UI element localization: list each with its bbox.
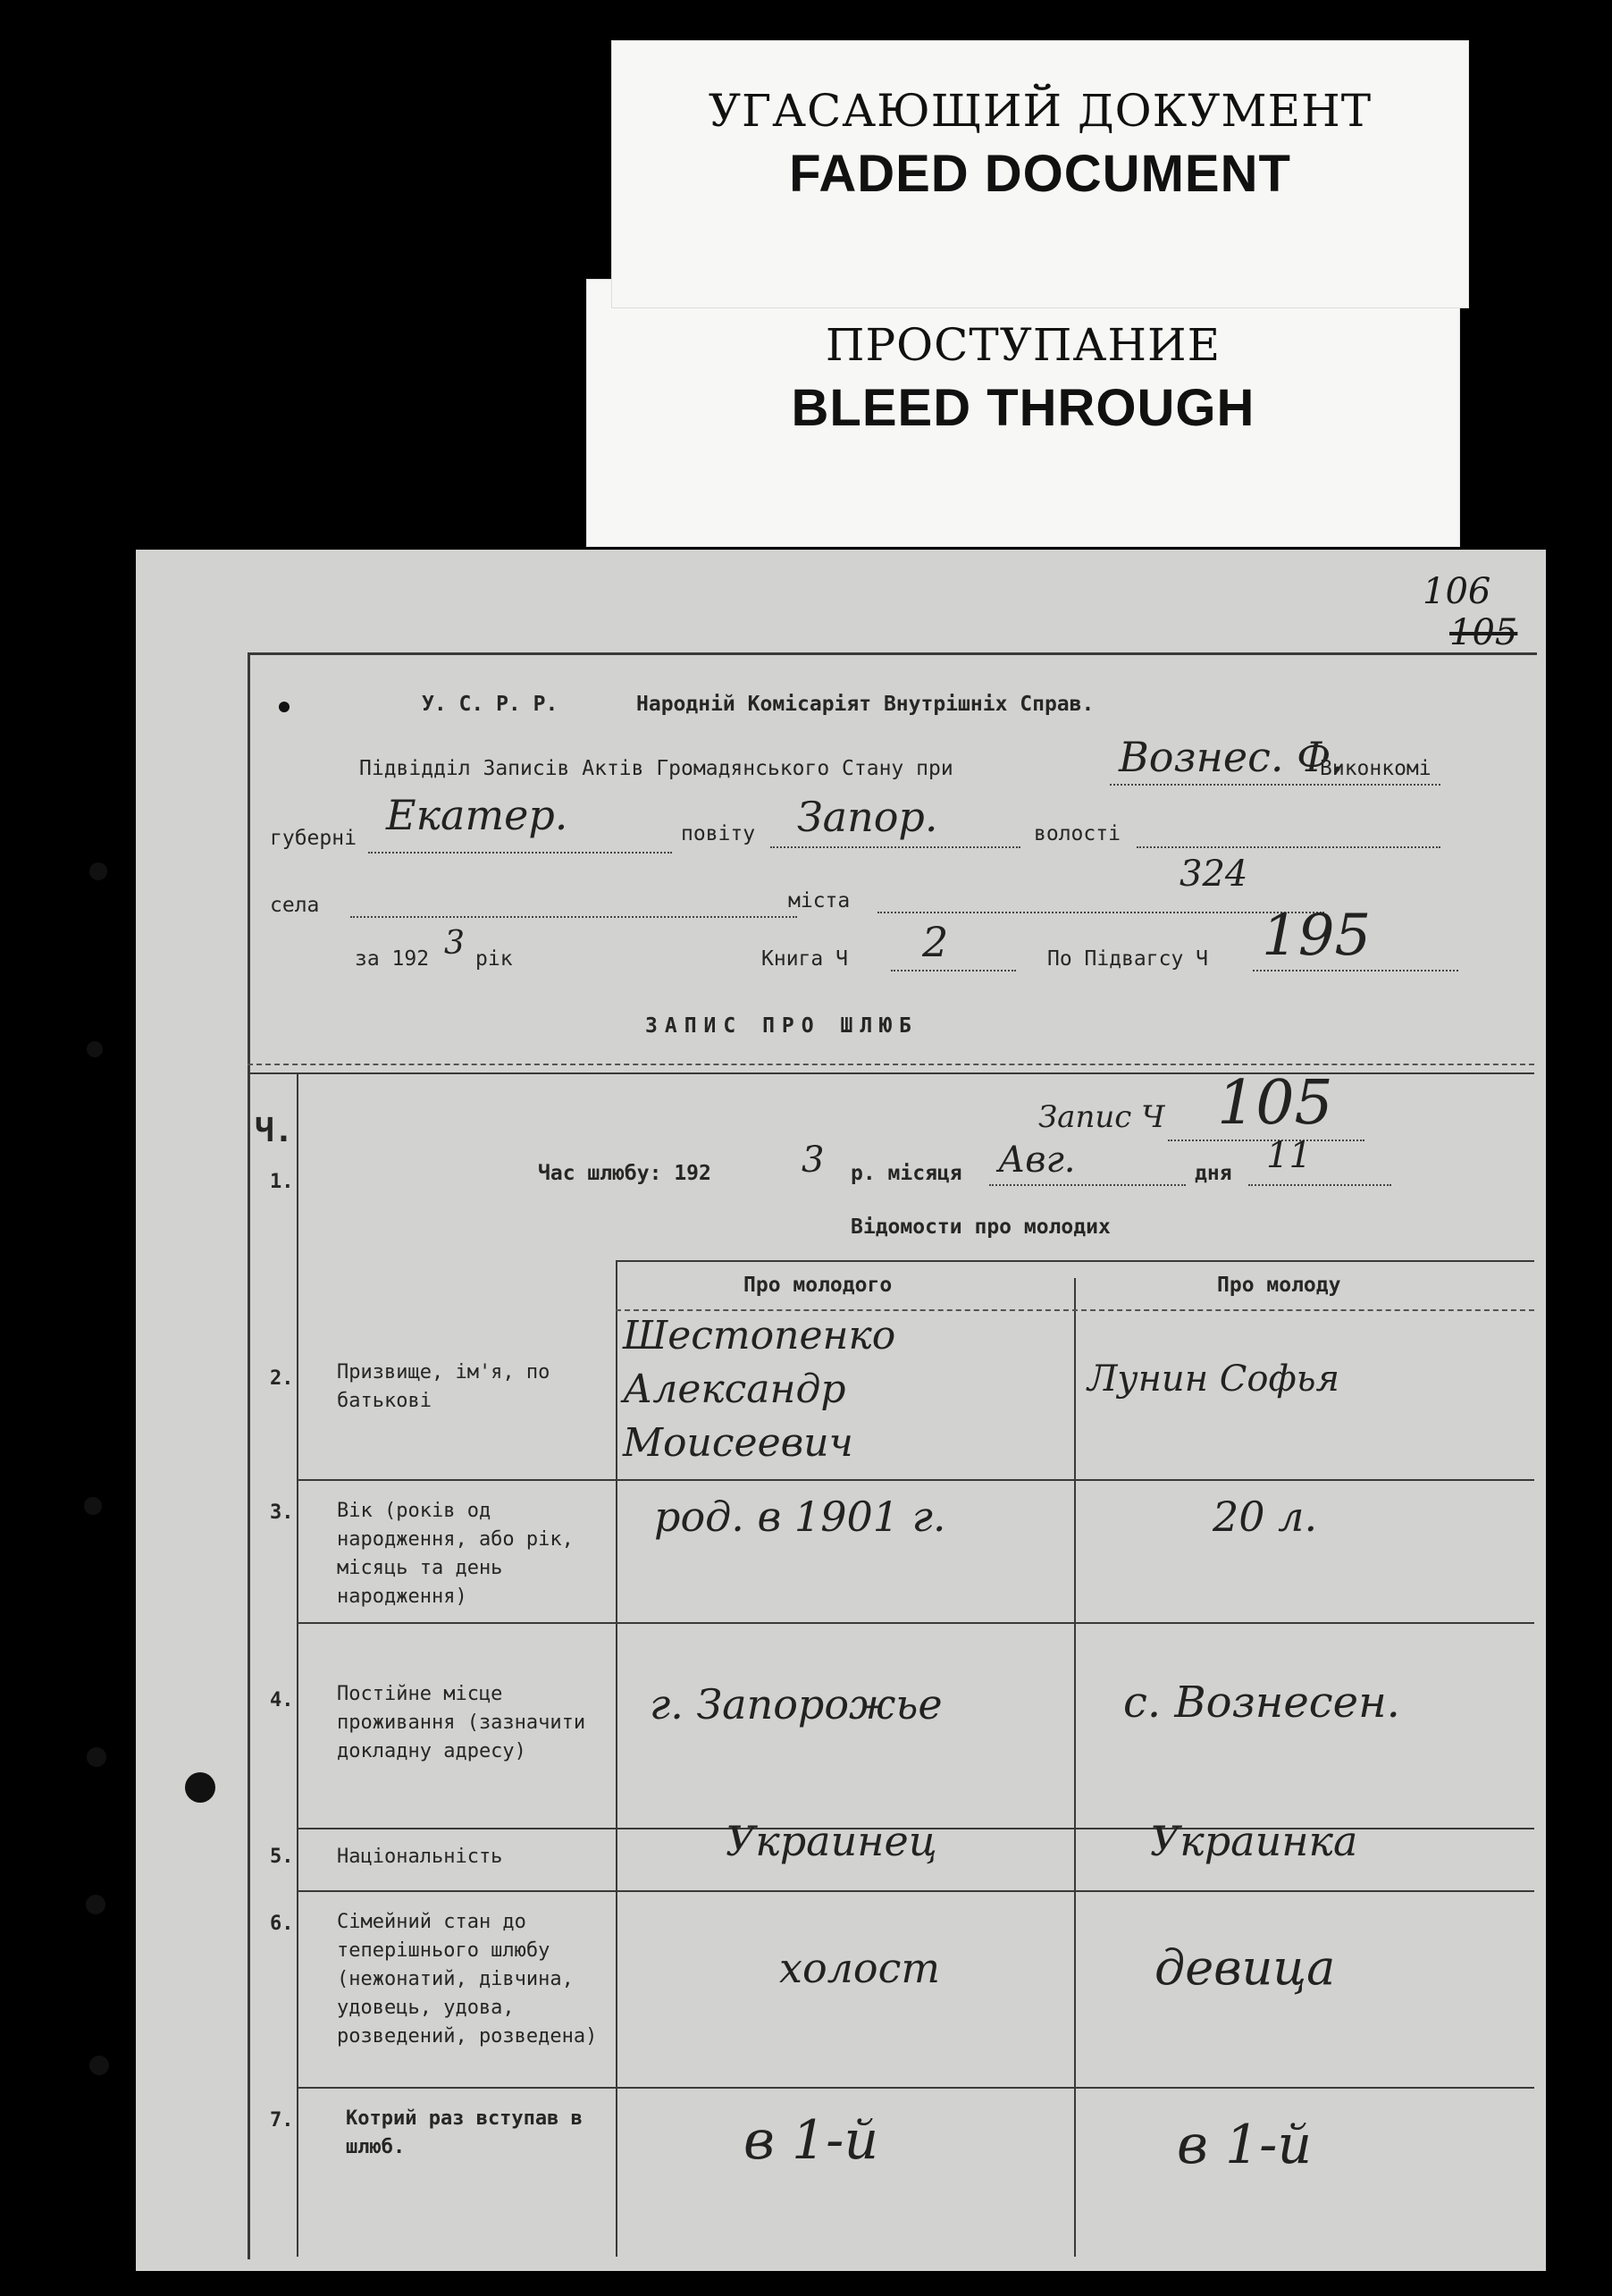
handwritten-marriage-year: 3 — [802, 1140, 825, 1181]
handwritten-groom-age: род. в 1901 г. — [654, 1493, 946, 1541]
handwritten-pry: Вознес. Ф. — [1119, 733, 1344, 781]
handwritten-groom-name: Шестопенко Александр Моисеевич — [623, 1313, 896, 1466]
bleed-through-en: BLEED THROUGH — [791, 379, 1255, 437]
gubernia-label: губерні — [270, 827, 357, 850]
year-suffix: рік — [475, 947, 513, 971]
handwritten-bride-status: девица — [1154, 1939, 1336, 1996]
subentry-label: По Підвагсу Ч — [1047, 947, 1209, 971]
handwritten-marriage-month: Авг. — [998, 1140, 1076, 1181]
info-header: Відомости про молодих — [851, 1215, 1111, 1239]
groom-column-header: Про молодого — [743, 1274, 893, 1297]
handwritten-groom-times: в 1-й — [743, 2109, 879, 2172]
handwritten-top-number: 324 — [1180, 854, 1248, 895]
state-label: У. С. Р. Р. — [422, 693, 558, 716]
handwritten-marriage-day: 11 — [1266, 1135, 1312, 1176]
handwritten-groom-residence: г. Запорожье — [650, 1680, 943, 1728]
faded-document-card — [611, 40, 1469, 308]
handwritten-groom-status: холост — [779, 1944, 941, 1992]
row-label-name: Призвище, ім'я, по батькові — [337, 1361, 550, 1412]
punch-hole — [185, 1772, 215, 1803]
row-label-nationality: Національність — [337, 1846, 503, 1868]
archive-number-struck: 105 — [1449, 612, 1518, 653]
bleed-through-ru: ПРОСТУПАНИЕ — [825, 319, 1222, 371]
handwritten-bride-age: 20 л. — [1213, 1493, 1318, 1541]
marriage-record-paper — [136, 550, 1546, 2271]
handwritten-groom-nationality: Украинец — [726, 1817, 937, 1865]
handwritten-subentry-no: 195 — [1262, 903, 1372, 969]
punch-hole — [87, 1747, 106, 1767]
book-label: Книга Ч — [761, 947, 848, 971]
archive-number: 106 — [1423, 571, 1491, 612]
bullet-mark — [279, 702, 290, 712]
entry-label: Запис Ч — [1038, 1099, 1165, 1135]
bleed-through-card — [586, 279, 1460, 547]
row-number: 1. — [270, 1171, 294, 1193]
marriage-month-label: р. місяця — [851, 1162, 962, 1185]
punch-hole — [87, 1041, 103, 1057]
row-number: 2. — [270, 1367, 294, 1390]
punch-hole — [89, 862, 107, 880]
marriage-day-label: дня — [1195, 1162, 1232, 1185]
handwritten-bride-nationality: Украинка — [1150, 1817, 1358, 1865]
row-number: 6. — [270, 1913, 294, 1935]
handwritten-year-digit: 3 — [444, 925, 465, 962]
row-number: 4. — [270, 1689, 294, 1711]
selo-label: села — [270, 894, 320, 917]
handwritten-book-no: 2 — [922, 918, 949, 966]
bride-column-header: Про молоду — [1217, 1274, 1341, 1297]
row-number: 3. — [270, 1501, 294, 1524]
dept-suffix: Виконкомі — [1320, 757, 1431, 780]
row-label-age: Вік (років од народження, або рік, місяць та день народження) — [337, 1500, 574, 1608]
form-title: ЗАПИС ПРО ШЛЮБ — [645, 1014, 919, 1038]
handwritten-povit: Запор. — [797, 793, 938, 841]
handwritten-bride-residence: с. Вознесен. — [1123, 1678, 1400, 1728]
row-number: 7. — [270, 2109, 294, 2132]
faded-document-en: FADED DOCUMENT — [789, 145, 1291, 203]
column-number-header: Ч. — [255, 1113, 294, 1149]
marriage-time-label: Час шлюбу: 192 — [538, 1162, 711, 1185]
commissariat-label: Народній Комісаріят Внутрішніх Справ. — [636, 693, 1095, 716]
row-label-marital-status: Сімейний стан до теперішнього шлюбу (нежонатий, дівчина, удовець, удова, розведений, розведена) — [337, 1911, 598, 2048]
povit-label: повіту — [681, 822, 756, 845]
faded-document-ru: УГАСАЮЩИЙ ДОКУМЕНТ — [708, 85, 1373, 137]
handwritten-bride-times: в 1-й — [1177, 2114, 1313, 2176]
row-label-residence: Постійне місце проживання (зазначити докладну адресу) — [337, 1683, 586, 1762]
mista-label: міста — [788, 889, 851, 913]
handwritten-gubernia: Екатер. — [386, 791, 568, 839]
year-prefix: за 192 — [355, 947, 430, 971]
punch-hole — [86, 1895, 105, 1914]
volost-label: волості — [1034, 822, 1121, 845]
punch-hole — [89, 2056, 109, 2075]
row-label-times-married: Котрий раз вступав в шлюб. — [346, 2107, 583, 2158]
dept-prefix: Підвідділ Записів Актів Громадянського Стану при — [359, 757, 953, 780]
row-number: 5. — [270, 1846, 294, 1868]
handwritten-bride-name: Лунин Софья — [1087, 1358, 1340, 1400]
punch-hole — [84, 1497, 102, 1515]
handwritten-entry-no: 105 — [1217, 1068, 1333, 1139]
